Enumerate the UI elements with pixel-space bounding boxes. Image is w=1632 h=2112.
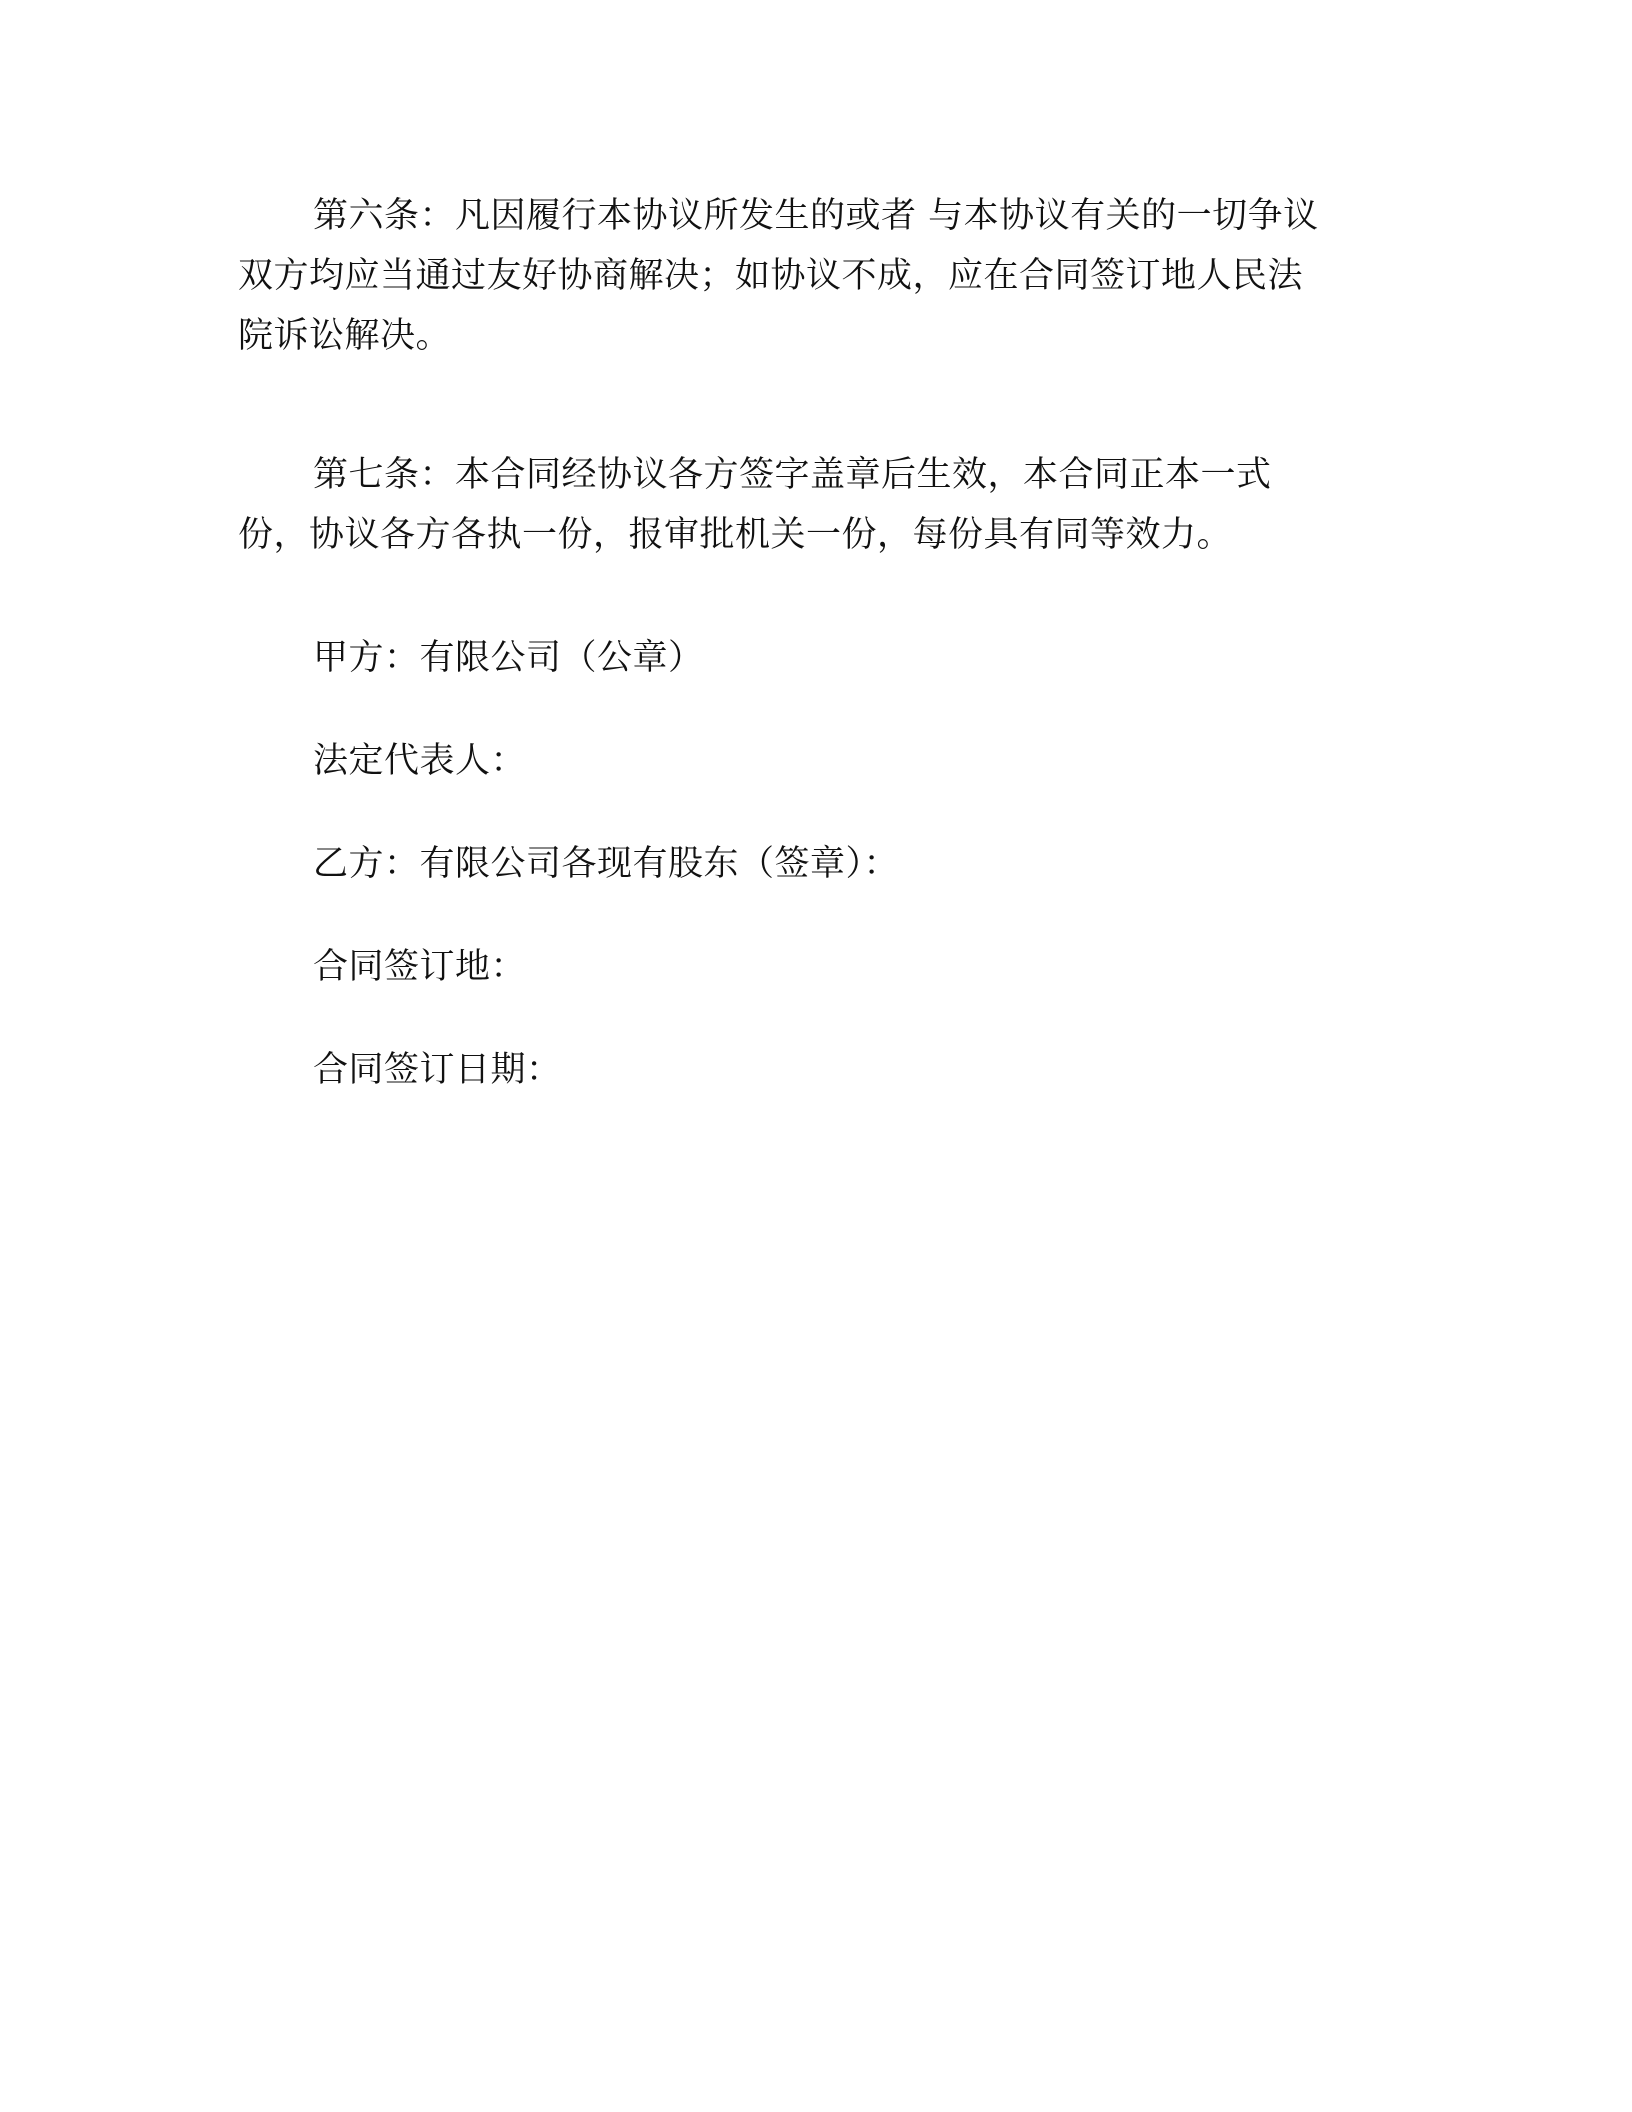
- legal-representative-line: 法定代表人：: [313, 741, 527, 781]
- paragraph-line: 份，协议各方各执一份，报审批机关一份，每份具有同等效力。: [238, 515, 1233, 555]
- paragraph-line: 第六条：凡因履行本协议所发生的或者 与本协议有关的一切争议: [313, 196, 1319, 236]
- paragraph-line: 双方均应当通过友好协商解决；如协议不成，应在合同签订地人民法: [238, 256, 1304, 296]
- sign-date-line: 合同签订日期：: [313, 1050, 562, 1090]
- paragraph-line: 院诉讼解决。: [238, 316, 452, 356]
- party-b-line: 乙方：有限公司各现有股东（签章）：: [313, 844, 900, 884]
- article-7-paragraph: [238, 445, 1378, 565]
- paragraph-line: 第七条：本合同经协议各方签字盖章后生效，本合同正本一式: [313, 455, 1272, 495]
- party-a-line: 甲方：有限公司（公章）: [313, 638, 704, 678]
- article-6-paragraph: [238, 186, 1378, 366]
- sign-place-line: 合同签订地：: [313, 947, 527, 987]
